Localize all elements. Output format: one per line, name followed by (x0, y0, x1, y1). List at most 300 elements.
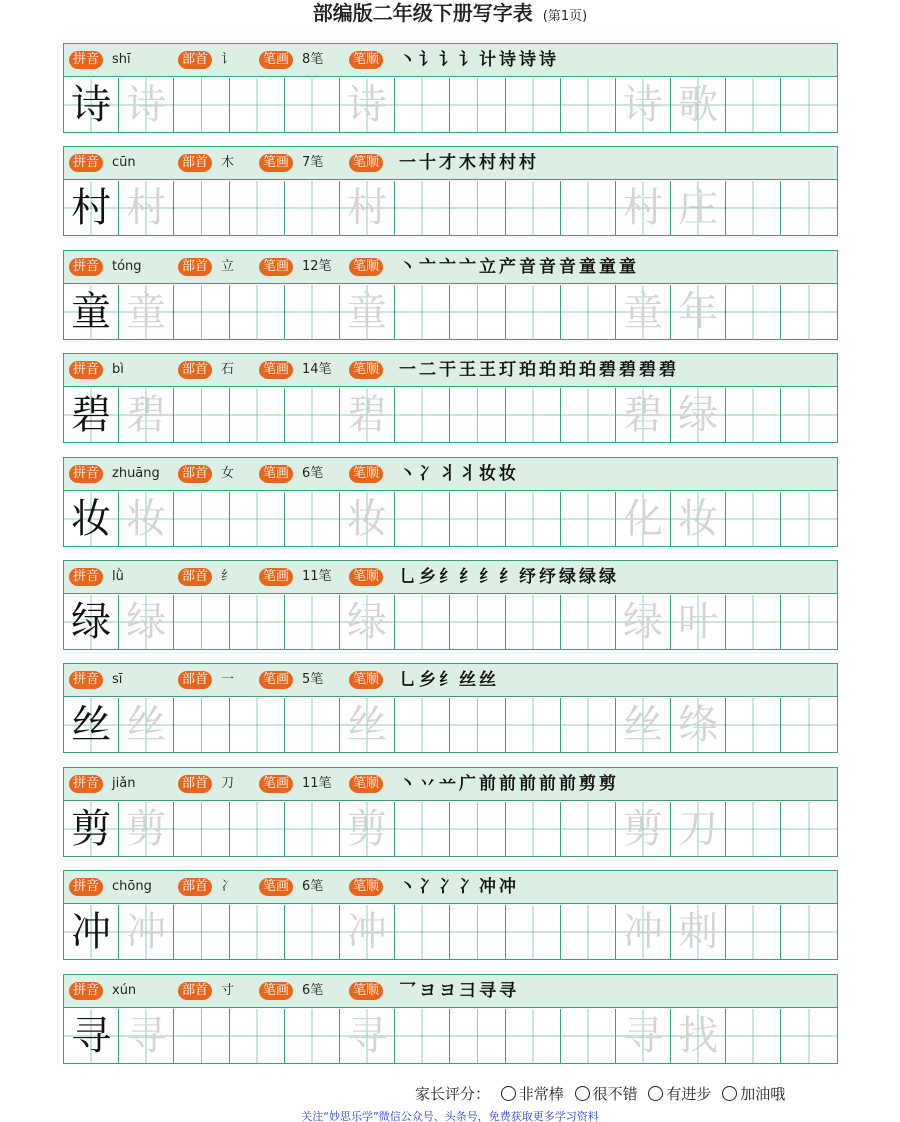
stroke-order-badge: 笔顺 (349, 361, 383, 379)
stroke-order-sequence: 乚乡纟丝丝 (399, 670, 499, 691)
stroke-order-sequence: 丶冫丬丬妆妆 (399, 463, 519, 484)
grid-cell[interactable] (450, 388, 505, 442)
grid-cell[interactable] (561, 78, 616, 132)
pinyin-badge: 拼音 (69, 465, 103, 483)
character-block (63, 974, 838, 1064)
grid-cell[interactable] (285, 492, 340, 546)
grid-cell[interactable] (395, 905, 450, 959)
grid-cell[interactable] (64, 698, 119, 752)
radio-circle-icon[interactable] (501, 1086, 516, 1101)
grid-cell[interactable] (450, 905, 505, 959)
grid-cell[interactable] (395, 78, 450, 132)
trace-character: 丝 (126, 702, 167, 749)
info-bar (64, 251, 837, 284)
pinyin-value: jiǎn (112, 775, 136, 791)
info-bar (64, 768, 837, 801)
grid-cell[interactable] (450, 285, 505, 339)
stroke-order-badge: 笔顺 (349, 465, 383, 483)
pinyin-badge: 拼音 (69, 878, 103, 896)
grid-cell[interactable] (395, 181, 450, 235)
writing-grid (64, 698, 837, 752)
grid-cell[interactable] (230, 905, 285, 959)
grid-cell[interactable] (340, 698, 395, 752)
footer-note: 关注“妙思乐学”微信公众号、头条号，免费获取更多学习资料 (301, 1110, 599, 1122)
grid-cell[interactable] (340, 802, 395, 856)
pinyin-value: chōng (112, 879, 152, 895)
trace-word-character: 年 (678, 288, 719, 335)
grid-cell[interactable] (230, 802, 285, 856)
grid-cell[interactable] (781, 802, 836, 856)
grid-cell[interactable] (395, 698, 450, 752)
grid-cell[interactable] (230, 595, 285, 649)
trace-character: 碧 (347, 392, 388, 439)
stroke-count-value: 8笔 (302, 52, 324, 67)
grid-cell[interactable] (285, 905, 340, 959)
grid-cell[interactable] (64, 388, 119, 442)
grid-cell[interactable] (781, 595, 836, 649)
rating-option-keep-going[interactable]: 加油哦 (722, 1085, 785, 1103)
grid-cell[interactable] (119, 1009, 174, 1063)
grid-cell[interactable] (285, 181, 340, 235)
grid-cell[interactable] (174, 905, 229, 959)
grid-cell[interactable] (781, 492, 836, 546)
model-character: 绿 (71, 599, 112, 645)
stroke-order-sequence: 一十才木村村村 (399, 153, 539, 174)
title-text: 部编版二年级下册写字表 (312, 1, 533, 25)
radical-value: 纟 (221, 569, 235, 584)
grid-cell[interactable] (230, 181, 285, 235)
writing-grid (64, 1009, 837, 1063)
grid-cell[interactable] (174, 285, 229, 339)
grid-cell[interactable] (174, 802, 229, 856)
stroke-count-badge: 笔画 (259, 154, 293, 172)
grid-cell[interactable] (781, 1009, 836, 1063)
info-bar (64, 561, 837, 594)
radical-value: 女 (221, 465, 235, 481)
grid-cell[interactable] (506, 181, 561, 235)
trace-word-character: 刀 (678, 805, 719, 852)
radical-badge: 部首 (178, 258, 212, 276)
grid-cell[interactable] (340, 492, 395, 546)
grid-cell[interactable] (395, 1009, 450, 1063)
grid-cell[interactable] (561, 492, 616, 546)
pinyin-badge: 拼音 (69, 671, 103, 689)
grid-cell[interactable] (174, 388, 229, 442)
grid-cell[interactable] (671, 698, 726, 752)
grid-cell[interactable] (340, 285, 395, 339)
grid-cell[interactable] (726, 1009, 781, 1063)
grid-cell[interactable] (450, 492, 505, 546)
writing-grid (64, 78, 837, 132)
grid-cell[interactable] (781, 698, 836, 752)
grid-cell[interactable] (285, 285, 340, 339)
grid-cell[interactable] (726, 698, 781, 752)
stroke-count-value: 6笔 (302, 465, 324, 481)
stroke-order-badge: 笔顺 (349, 154, 383, 172)
grid-cell[interactable] (726, 181, 781, 235)
grid-cell[interactable] (671, 181, 726, 235)
grid-cell[interactable] (174, 181, 229, 235)
radio-circle-icon[interactable] (722, 1086, 737, 1101)
grid-cell[interactable] (285, 1009, 340, 1063)
trace-character: 诗 (126, 82, 167, 128)
grid-cell[interactable] (506, 492, 561, 546)
radical-value: 一 (221, 672, 235, 688)
grid-cell[interactable] (119, 181, 174, 235)
stroke-count-badge: 笔画 (259, 258, 293, 276)
grid-cell[interactable] (671, 285, 726, 339)
grid-cell[interactable] (230, 388, 285, 442)
trace-word-character: 刺 (678, 909, 719, 956)
grid-cell[interactable] (285, 802, 340, 856)
grid-cell[interactable] (450, 698, 505, 752)
writing-grid (64, 802, 837, 856)
radical-badge: 部首 (178, 775, 212, 793)
trace-word-character: 童 (622, 288, 663, 335)
grid-cell[interactable] (119, 698, 174, 752)
stroke-order-sequence: 丶丷䒑广前前前前前剪剪 (399, 773, 619, 794)
trace-word-character: 庄 (678, 185, 719, 232)
trace-word-character: 丝 (622, 702, 663, 749)
trace-character: 寻 (347, 1012, 388, 1059)
info-bar (64, 147, 837, 180)
grid-cell[interactable] (119, 285, 174, 339)
stroke-count-value: 6笔 (302, 982, 324, 998)
grid-cell[interactable] (119, 595, 174, 649)
trace-word-character: 村 (622, 185, 663, 232)
grid-cell[interactable] (285, 388, 340, 442)
grid-cell[interactable] (174, 78, 229, 132)
radical-value: 寸 (221, 982, 235, 998)
grid-cell[interactable] (671, 492, 726, 546)
grid-cell[interactable] (561, 698, 616, 752)
radical-value: 刀 (221, 775, 235, 791)
writing-grid (64, 388, 837, 442)
grid-cell[interactable] (506, 285, 561, 339)
grid-cell[interactable] (561, 802, 616, 856)
grid-cell[interactable] (119, 492, 174, 546)
grid-cell[interactable] (395, 492, 450, 546)
grid-cell[interactable] (285, 78, 340, 132)
trace-character: 丝 (347, 702, 388, 749)
page-number: (第1页) (542, 9, 588, 24)
pinyin-badge: 拼音 (69, 258, 103, 276)
rating-label: 家长评分： (415, 1085, 491, 1103)
character-block (63, 560, 838, 650)
pinyin-value: shī (112, 52, 131, 67)
stroke-count-value: 11笔 (302, 775, 332, 791)
model-character: 剪 (71, 805, 112, 852)
grid-cell[interactable] (671, 905, 726, 959)
radical-badge: 部首 (178, 361, 212, 379)
writing-grid (64, 285, 837, 339)
model-character: 妆 (71, 495, 112, 542)
grid-cell[interactable] (616, 388, 671, 442)
grid-cell[interactable] (726, 595, 781, 649)
grid-cell[interactable] (781, 285, 836, 339)
trace-word-character: 绿 (622, 599, 663, 645)
trace-character: 村 (126, 185, 167, 232)
grid-cell[interactable] (561, 285, 616, 339)
stroke-count-badge: 笔画 (259, 568, 293, 586)
grid-cell[interactable] (671, 1009, 726, 1063)
grid-cell[interactable] (119, 802, 174, 856)
pinyin-value: cūn (112, 155, 136, 171)
pinyin-badge: 拼音 (69, 982, 103, 1000)
radio-circle-icon[interactable] (575, 1086, 590, 1101)
stroke-order-sequence: 乚乡纟纟纟纟纾纾绿绿绿 (399, 567, 619, 587)
stroke-order-badge: 笔顺 (349, 775, 383, 793)
writing-grid (64, 905, 837, 959)
trace-word-character: 碧 (622, 392, 663, 439)
grid-cell[interactable] (230, 78, 285, 132)
stroke-count-badge: 笔画 (259, 982, 293, 1000)
trace-word-character: 化 (622, 495, 663, 542)
character-block (63, 43, 838, 133)
stroke-order-sequence: 一二干王王玎珀珀珀珀碧碧碧碧 (399, 360, 679, 381)
grid-cell[interactable] (726, 388, 781, 442)
stroke-count-value: 6笔 (302, 879, 324, 895)
trace-word-character: 剪 (622, 805, 663, 852)
pinyin-badge: 拼音 (69, 51, 103, 69)
grid-cell[interactable] (230, 698, 285, 752)
character-block (63, 250, 838, 340)
page-title (0, 0, 900, 30)
radical-badge: 部首 (178, 465, 212, 483)
stroke-order-badge: 笔顺 (349, 671, 383, 689)
grid-cell[interactable] (506, 698, 561, 752)
grid-cell[interactable] (506, 905, 561, 959)
grid-cell[interactable] (340, 388, 395, 442)
grid-cell[interactable] (616, 802, 671, 856)
trace-word-character: 冲 (622, 909, 663, 956)
trace-word-character: 叶 (678, 599, 719, 645)
trace-character: 冲 (126, 909, 167, 956)
grid-cell[interactable] (726, 905, 781, 959)
stroke-count-value: 12笔 (302, 258, 332, 274)
grid-cell[interactable] (506, 595, 561, 649)
grid-cell[interactable] (174, 698, 229, 752)
trace-word-character: 绦 (678, 702, 719, 749)
stroke-count-value: 11笔 (302, 569, 332, 584)
trace-character: 诗 (347, 82, 388, 128)
stroke-count-value: 7笔 (302, 155, 324, 171)
stroke-order-sequence: 丶冫冫冫冲冲 (399, 877, 519, 898)
model-character: 童 (71, 288, 112, 335)
grid-cell[interactable] (561, 595, 616, 649)
grid-cell[interactable] (119, 78, 174, 132)
trace-word-character: 绿 (678, 392, 719, 439)
grid-cell[interactable] (230, 492, 285, 546)
character-block (63, 767, 838, 857)
trace-word-character: 歌 (678, 82, 719, 128)
pinyin-value: sī (112, 672, 123, 688)
trace-character: 剪 (126, 805, 167, 852)
grid-cell[interactable] (340, 595, 395, 649)
grid-cell[interactable] (64, 905, 119, 959)
grid-cell[interactable] (781, 388, 836, 442)
info-bar (64, 871, 837, 904)
grid-cell[interactable] (671, 78, 726, 132)
grid-cell[interactable] (561, 905, 616, 959)
radical-badge: 部首 (178, 568, 212, 586)
grid-cell[interactable] (506, 1009, 561, 1063)
trace-character: 妆 (126, 495, 167, 542)
grid-cell[interactable] (340, 78, 395, 132)
grid-cell[interactable] (561, 1009, 616, 1063)
model-character: 碧 (71, 392, 112, 439)
grid-cell[interactable] (230, 1009, 285, 1063)
grid-cell[interactable] (64, 595, 119, 649)
radical-badge: 部首 (178, 878, 212, 896)
stroke-order-badge: 笔顺 (349, 258, 383, 276)
grid-cell[interactable] (726, 78, 781, 132)
trace-character: 村 (347, 185, 388, 232)
grid-cell[interactable] (119, 905, 174, 959)
radical-value: 冫 (221, 879, 235, 895)
stroke-count-badge: 笔画 (259, 671, 293, 689)
grid-cell[interactable] (781, 78, 836, 132)
rating-option-excellent[interactable]: 非常棒 (501, 1085, 564, 1103)
character-block (63, 353, 838, 443)
trace-character: 剪 (347, 805, 388, 852)
grid-cell[interactable] (395, 285, 450, 339)
info-bar (64, 44, 837, 77)
character-block (63, 457, 838, 547)
trace-word-character: 寻 (622, 1012, 663, 1059)
model-character: 诗 (71, 82, 112, 128)
pinyin-badge: 拼音 (69, 775, 103, 793)
pinyin-value: xún (112, 982, 137, 998)
pinyin-badge: 拼音 (69, 361, 103, 379)
trace-character: 冲 (347, 909, 388, 956)
grid-cell[interactable] (395, 388, 450, 442)
stroke-count-badge: 笔画 (259, 361, 293, 379)
writing-grid (64, 492, 837, 546)
grid-cell[interactable] (616, 285, 671, 339)
grid-cell[interactable] (340, 1009, 395, 1063)
grid-cell[interactable] (340, 181, 395, 235)
pinyin-badge: 拼音 (69, 568, 103, 586)
stroke-order-badge: 笔顺 (349, 878, 383, 896)
grid-cell[interactable] (616, 905, 671, 959)
radical-value: 讠 (221, 52, 235, 67)
grid-cell[interactable] (395, 802, 450, 856)
stroke-count-badge: 笔画 (259, 775, 293, 793)
grid-cell[interactable] (285, 595, 340, 649)
grid-cell[interactable] (561, 181, 616, 235)
grid-cell[interactable] (616, 181, 671, 235)
info-bar (64, 975, 837, 1008)
model-character: 村 (71, 185, 112, 232)
grid-cell[interactable] (174, 1009, 229, 1063)
stroke-count-badge: 笔画 (259, 51, 293, 69)
grid-cell[interactable] (726, 802, 781, 856)
grid-cell[interactable] (781, 181, 836, 235)
pinyin-value: zhuāng (112, 465, 160, 481)
stroke-count-badge: 笔画 (259, 465, 293, 483)
grid-cell[interactable] (395, 595, 450, 649)
pinyin-badge: 拼音 (69, 154, 103, 172)
radical-value: 石 (221, 362, 235, 378)
grid-cell[interactable] (64, 78, 119, 132)
character-block (63, 870, 838, 960)
info-bar (64, 354, 837, 387)
grid-cell[interactable] (671, 802, 726, 856)
rating-option-good[interactable]: 很不错 (575, 1085, 638, 1103)
pinyin-value: lǜ (112, 569, 124, 584)
grid-cell[interactable] (285, 698, 340, 752)
grid-cell[interactable] (561, 388, 616, 442)
stroke-count-value: 5笔 (302, 672, 324, 688)
grid-cell[interactable] (174, 595, 229, 649)
stroke-order-sequence: 丶讠讠讠计诗诗诗 (399, 50, 559, 70)
grid-cell[interactable] (64, 285, 119, 339)
radio-circle-icon[interactable] (648, 1086, 663, 1101)
grid-cell[interactable] (781, 905, 836, 959)
grid-cell[interactable] (174, 492, 229, 546)
grid-cell[interactable] (671, 595, 726, 649)
radical-badge: 部首 (178, 671, 212, 689)
grid-cell[interactable] (450, 595, 505, 649)
info-bar (64, 664, 837, 697)
grid-cell[interactable] (616, 1009, 671, 1063)
info-bar (64, 458, 837, 491)
grid-cell[interactable] (726, 492, 781, 546)
grid-cell[interactable] (64, 181, 119, 235)
grid-cell[interactable] (450, 78, 505, 132)
radical-value: 木 (221, 155, 235, 171)
character-block (63, 663, 838, 753)
grid-cell[interactable] (616, 78, 671, 132)
grid-cell[interactable] (230, 285, 285, 339)
grid-cell[interactable] (340, 905, 395, 959)
pinyin-value: tóng (112, 258, 142, 274)
model-character: 冲 (71, 909, 112, 956)
grid-cell[interactable] (616, 595, 671, 649)
radical-badge: 部首 (178, 982, 212, 1000)
grid-cell[interactable] (64, 1009, 119, 1063)
grid-cell[interactable] (450, 181, 505, 235)
grid-cell[interactable] (726, 285, 781, 339)
grid-cell[interactable] (616, 698, 671, 752)
grid-cell[interactable] (506, 802, 561, 856)
grid-cell[interactable] (450, 802, 505, 856)
trace-character: 绿 (126, 599, 167, 645)
grid-cell[interactable] (64, 492, 119, 546)
stroke-order-badge: 笔顺 (349, 51, 383, 69)
stroke-count-value: 14笔 (302, 362, 332, 378)
pinyin-value: bì (112, 362, 124, 378)
grid-cell[interactable] (671, 388, 726, 442)
stroke-count-badge: 笔画 (259, 878, 293, 896)
trace-character: 寻 (126, 1012, 167, 1059)
model-character: 寻 (71, 1012, 112, 1059)
trace-word-character: 找 (678, 1012, 719, 1059)
grid-cell[interactable] (450, 1009, 505, 1063)
character-block (63, 146, 838, 236)
grid-cell[interactable] (64, 802, 119, 856)
grid-cell[interactable] (616, 492, 671, 546)
grid-cell[interactable] (506, 78, 561, 132)
stroke-order-badge: 笔顺 (349, 568, 383, 586)
rating-option-improved[interactable]: 有进步 (648, 1085, 711, 1103)
trace-character: 童 (126, 288, 167, 335)
grid-cell[interactable] (119, 388, 174, 442)
grid-cell[interactable] (506, 388, 561, 442)
trace-character: 妆 (347, 495, 388, 542)
stroke-order-sequence: 乛ヨヨ彐寻寻 (399, 980, 519, 1001)
